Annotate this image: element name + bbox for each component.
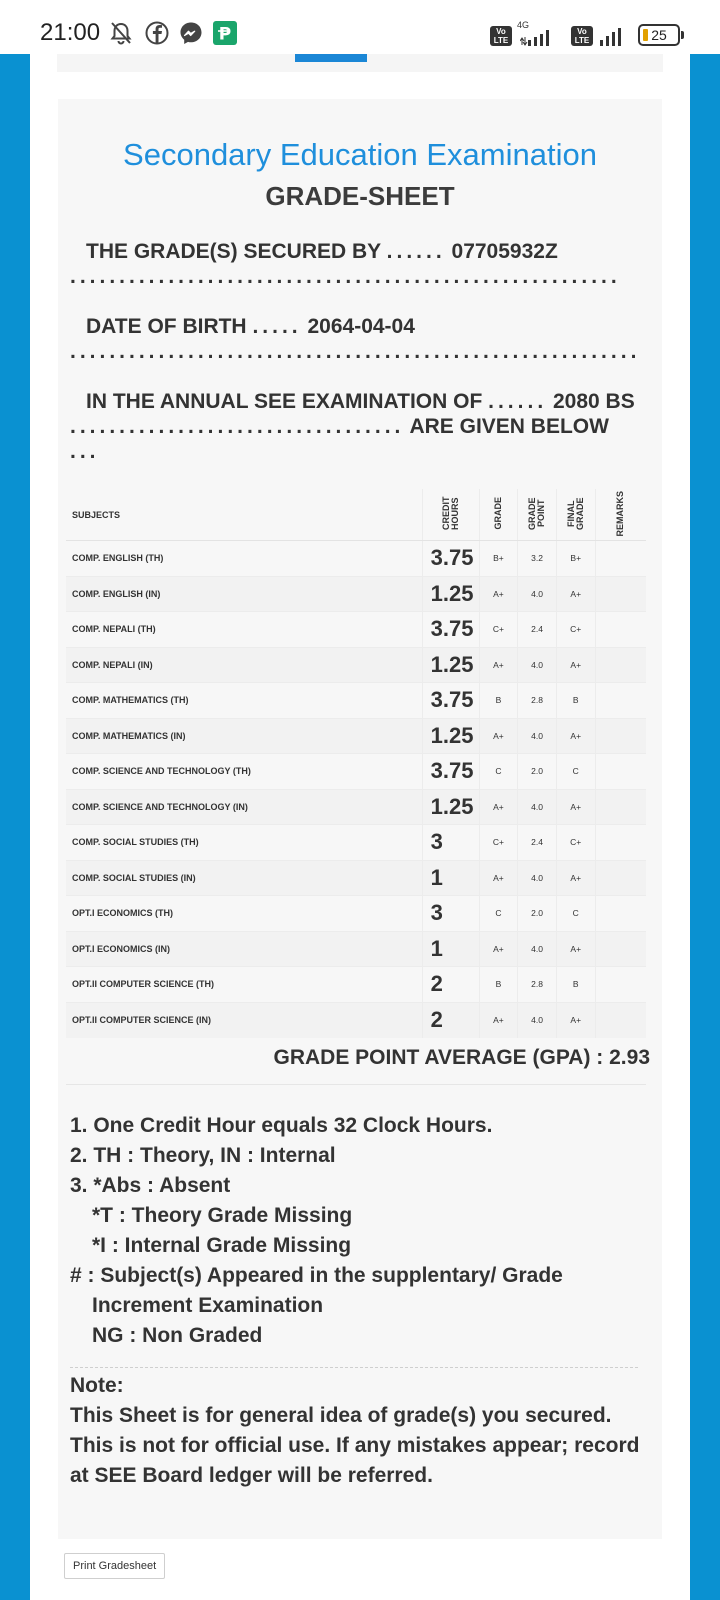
page [30, 54, 690, 1600]
table-row [66, 931, 646, 967]
credit-hours-cell: 3.75 [422, 683, 479, 719]
signal-icon [520, 28, 560, 46]
secured-by-label: THE GRADE(S) SECURED BY [86, 240, 381, 263]
credit-hours-cell: 1.25 [422, 789, 479, 825]
remarks-cell [595, 683, 646, 719]
header-remarks: REMARKS [595, 489, 646, 541]
final-grade-cell: A+ [556, 789, 595, 825]
subject-cell: COMP. MATHEMATICS (IN) [66, 718, 422, 754]
signal-icon-2 [598, 26, 628, 46]
remarks-cell [595, 789, 646, 825]
grades-table [66, 489, 646, 1038]
final-grade-cell: A+ [556, 931, 595, 967]
final-grade-cell: B [556, 967, 595, 1003]
facebook-icon [144, 20, 170, 46]
grade-cell: A+ [479, 860, 518, 896]
credit-hours-cell: 2 [422, 1002, 479, 1038]
dob-value: 2064-04-04 [307, 315, 415, 338]
subject-cell: COMP. ENGLISH (TH) [66, 541, 422, 577]
note-item: *T : Theory Grade Missing [92, 1204, 353, 1227]
grade-point-cell: 2.8 [518, 683, 557, 719]
grade-cell: B [479, 967, 518, 1003]
grade-cell: C+ [479, 825, 518, 861]
notifications-off-icon [108, 20, 134, 46]
table-row [66, 896, 646, 932]
remarks-cell [595, 860, 646, 896]
grade-point-cell: 2.4 [518, 612, 557, 648]
credit-hours-cell: 1 [422, 860, 479, 896]
final-grade-cell: B [556, 683, 595, 719]
grade-cell: C [479, 754, 518, 790]
final-grade-cell: C+ [556, 825, 595, 861]
remarks-cell [595, 718, 646, 754]
app-p-icon [212, 20, 238, 46]
divider [66, 1084, 646, 1085]
grade-point-cell: 4.0 [518, 860, 557, 896]
grade-cell: B [479, 683, 518, 719]
final-grade-cell: A+ [556, 718, 595, 754]
note-item: 3. *Abs : Absent [70, 1174, 231, 1197]
divider [70, 1367, 638, 1368]
remarks-cell [595, 541, 646, 577]
grade-cell: A+ [479, 718, 518, 754]
credit-hours-cell: 3 [422, 825, 479, 861]
remarks-cell [595, 931, 646, 967]
grade-cell: C+ [479, 612, 518, 648]
remarks-cell [595, 576, 646, 612]
subject-cell: COMP. NEPALI (IN) [66, 647, 422, 683]
network-type: 4G [517, 20, 530, 30]
grade-cell: A+ [479, 931, 518, 967]
subject-cell: COMP. NEPALI (TH) [66, 612, 422, 648]
table-row [66, 789, 646, 825]
grade-point-cell: 2.0 [518, 896, 557, 932]
exam-of-label: IN THE ANNUAL SEE EXAMINATION OF [86, 390, 483, 413]
subject-cell: OPT.I ECONOMICS (TH) [66, 896, 422, 932]
grade-point-cell: 4.0 [518, 718, 557, 754]
credit-hours-cell: 3.75 [422, 541, 479, 577]
credit-hours-cell: 3.75 [422, 754, 479, 790]
subject-cell: COMP. SOCIAL STUDIES (IN) [66, 860, 422, 896]
credit-hours-cell: 2 [422, 967, 479, 1003]
remarks-cell [595, 967, 646, 1003]
note-item: 2. TH : Theory, IN : Internal [70, 1144, 336, 1167]
battery-level: 25 [651, 27, 667, 43]
exam-of-line: IN THE ANNUAL SEE EXAMINATION OF ...... 2080 BS .................................. ARE GIVEN BELOW ... [70, 390, 635, 463]
subject-cell: COMP. MATHEMATICS (TH) [66, 683, 422, 719]
grade-sheet [58, 99, 662, 1539]
grade-point-cell: 4.0 [518, 789, 557, 825]
final-grade-cell: C+ [556, 612, 595, 648]
note-item: # : Subject(s) Appeared in the supplentary/ Grade Increment Examination [70, 1264, 563, 1317]
clock: 21:00 [40, 19, 101, 46]
final-grade-cell: B+ [556, 541, 595, 577]
header-subjects: SUBJECTS [66, 489, 422, 541]
table-row [66, 647, 646, 683]
final-grade-cell: A+ [556, 576, 595, 612]
note-heading: Note: [70, 1374, 124, 1397]
table-row [66, 612, 646, 648]
battery-icon [638, 24, 680, 46]
remarks-cell [595, 825, 646, 861]
grade-point-cell: 4.0 [518, 647, 557, 683]
grade-point-cell: 4.0 [518, 576, 557, 612]
subject-cell: OPT.II COMPUTER SCIENCE (IN) [66, 1002, 422, 1038]
grade-cell: A+ [479, 789, 518, 825]
volte-badge-2: Vo LTE [571, 26, 593, 46]
credit-hours-cell: 1 [422, 931, 479, 967]
notes-list [70, 1111, 650, 1351]
secured-by-line: THE GRADE(S) SECURED BY ...... 07705932Z ........................................................ [70, 240, 621, 288]
final-grade-cell: A+ [556, 1002, 595, 1038]
remarks-cell [595, 612, 646, 648]
table-row [66, 860, 646, 896]
messenger-icon [178, 20, 204, 46]
table-row [66, 683, 646, 719]
disclaimer [70, 1371, 650, 1491]
table-row [66, 967, 646, 1003]
remarks-cell [595, 647, 646, 683]
dob-label: DATE OF BIRTH [86, 315, 247, 338]
grade-point-cell: 2.8 [518, 967, 557, 1003]
table-row [66, 1002, 646, 1038]
final-grade-cell: A+ [556, 860, 595, 896]
remarks-cell [595, 754, 646, 790]
grade-cell: A+ [479, 1002, 518, 1038]
subject-cell: COMP. ENGLISH (IN) [66, 576, 422, 612]
subject-cell: COMP. SCIENCE AND TECHNOLOGY (IN) [66, 789, 422, 825]
exam-year: 2080 BS [553, 390, 635, 413]
table-row [66, 576, 646, 612]
active-tab-indicator [295, 54, 367, 62]
final-grade-cell: C [556, 754, 595, 790]
credit-hours-cell: 3 [422, 896, 479, 932]
table-row [66, 754, 646, 790]
subject-cell: COMP. SOCIAL STUDIES (TH) [66, 825, 422, 861]
credit-hours-cell: 1.25 [422, 576, 479, 612]
grade-point-cell: 3.2 [518, 541, 557, 577]
note-text: This Sheet is for general idea of grade(s) you secured. This is not for official use. If any mistakes appear; record at SEE Board ledger will be referred. [70, 1404, 640, 1487]
table-row [66, 718, 646, 754]
svg-text:P: P [218, 24, 232, 45]
status-bar [0, 0, 720, 54]
grade-point-cell: 4.0 [518, 1002, 557, 1038]
note-item: 1. One Credit Hour equals 32 Clock Hours. [70, 1114, 493, 1137]
exam-title: Secondary Education Examination [123, 137, 597, 172]
dob-line: DATE OF BIRTH ..... 2064-04-04 .......................................................... [70, 315, 641, 363]
remarks-cell [595, 896, 646, 932]
grade-point-cell: 4.0 [518, 931, 557, 967]
remarks-cell [595, 1002, 646, 1038]
symbol-number: 07705932Z [451, 240, 558, 263]
header-final-grade: FINAL GRADE [556, 489, 595, 541]
grade-cell: B+ [479, 541, 518, 577]
final-grade-cell: C [556, 896, 595, 932]
credit-hours-cell: 3.75 [422, 612, 479, 648]
grade-point-cell: 2.0 [518, 754, 557, 790]
sheet-title: GRADE-SHEET [265, 181, 455, 211]
grade-point-cell: 2.4 [518, 825, 557, 861]
table-row [66, 825, 646, 861]
header-grade-point: GRADE POINT [518, 489, 557, 541]
note-item: *I : Internal Grade Missing [92, 1234, 352, 1257]
subject-cell: COMP. SCIENCE AND TECHNOLOGY (TH) [66, 754, 422, 790]
grade-cell: A+ [479, 647, 518, 683]
credit-hours-cell: 1.25 [422, 647, 479, 683]
grade-cell: C [479, 896, 518, 932]
note-item: NG : Non Graded [92, 1324, 263, 1347]
gpa-value: GRADE POINT AVERAGE (GPA) : 2.93 [273, 1046, 650, 1069]
print-gradesheet-button[interactable]: Print Gradesheet [64, 1553, 165, 1579]
volte-badge-1: Vo LTE [490, 26, 512, 46]
header-credit-hours: CREDIT HOURS [422, 489, 479, 541]
table-row [66, 541, 646, 577]
grade-cell: A+ [479, 576, 518, 612]
subject-cell: OPT.II COMPUTER SCIENCE (TH) [66, 967, 422, 1003]
header-grade: GRADE [479, 489, 518, 541]
credit-hours-cell: 1.25 [422, 718, 479, 754]
final-grade-cell: A+ [556, 647, 595, 683]
given-below: ARE GIVEN BELOW [409, 415, 609, 438]
table-header-row [66, 489, 646, 541]
subject-cell: OPT.I ECONOMICS (IN) [66, 931, 422, 967]
